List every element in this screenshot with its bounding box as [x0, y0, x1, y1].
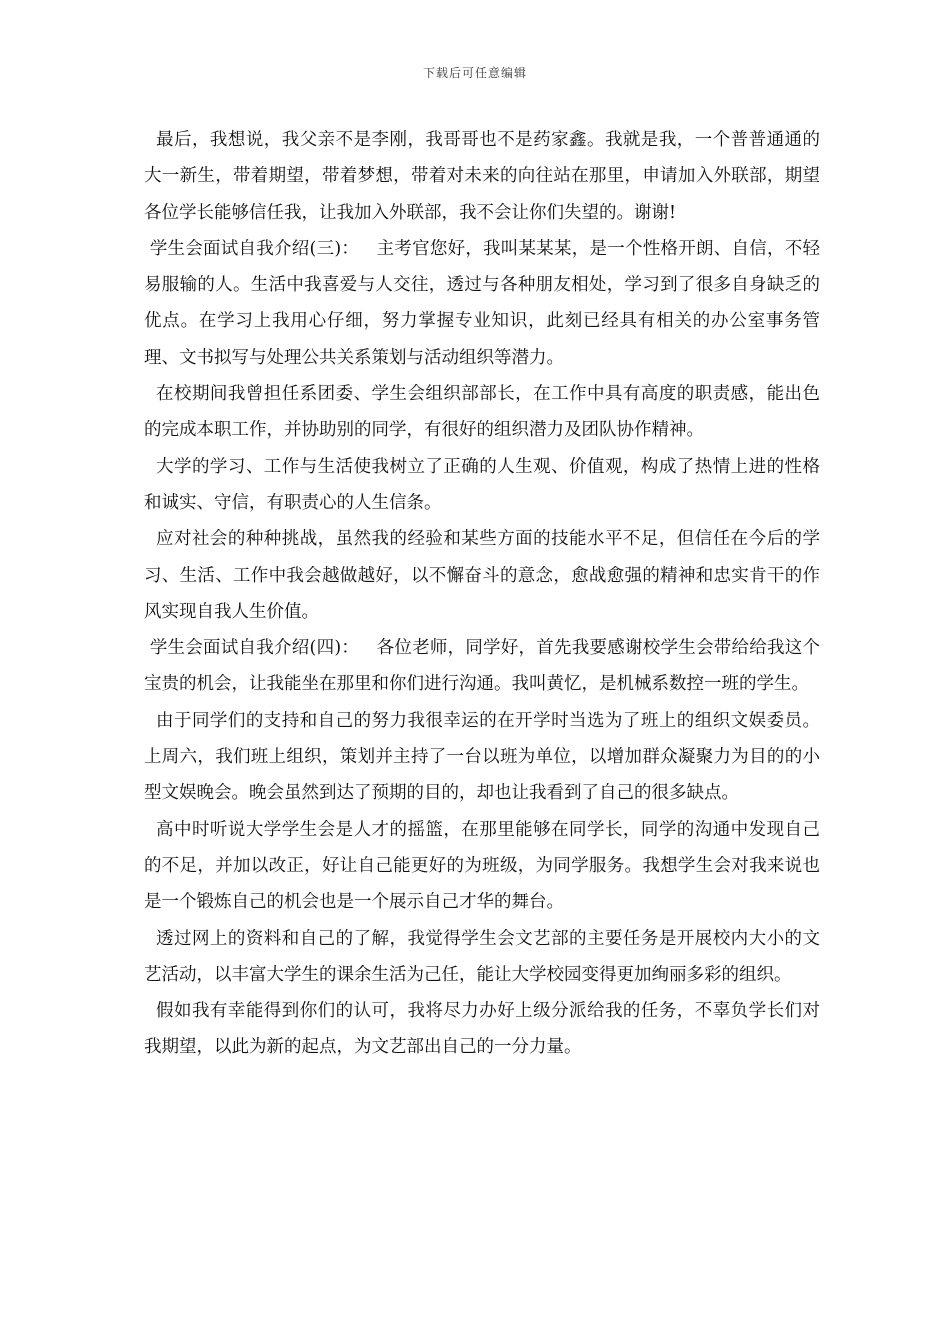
paragraph: 高中时听说大学学生会是人才的摇篮，在那里能够在同学长，同学的沟通中发现自己的不足，并加以改正，好让自己能更好的为班级，为同学服务。我想学生会对我来说也是一个锻炼自己的机会也是一个展示自己才华的舞台。 — [144, 819, 820, 913]
paragraph: 应对社会的种种挑战，虽然我的经验和某些方面的技能水平不足，但信任在今后的学习、生活、工作中我会越做越好，以不懈奋斗的意念，愈战愈强的精神和忠实肯干的作风实现自我人生价值。 — [144, 529, 820, 622]
page-header: 下载后可任意编辑 — [422, 66, 527, 80]
document-body — [144, 122, 820, 1066]
paragraph: 大学的学习、工作与生活使我树立了正确的人生观、价值观，构成了热情上进的性格和诚实、守信，有职责心的人生信条。 — [144, 456, 820, 513]
paragraph: 在校期间我曾担任系团委、学生会组织部部长，在工作中具有高度的职责感，能出色的完成本职工作，并协助别的同学，有很好的组织潜力及团队协作精神。 — [144, 384, 820, 441]
paragraph: 透过网上的资料和自己的了解，我觉得学生会文艺部的主要任务是开展校内大小的文艺活动，以丰富大学生的课余生活为己任，能让大学校园变得更加绚丽多彩的组织。 — [144, 928, 820, 985]
paragraph: 假如我有幸能得到你们的认可，我将尽力办好上级分派给我的任务，不辜负学长们对我期望，以此为新的起点，为文艺部出自己的一分力量。 — [144, 1001, 820, 1058]
paragraph: 由于同学们的支持和自己的努力我很幸运的在开学时当选为了班上的组织文娱委员。上周六，我们班上组织，策划并主持了一台以班为单位，以增加群众凝聚力为目的的小型文娱晚会。晚会虽然到达了预期的目的，却也让我看到了自己的很多缺点。 — [144, 710, 820, 804]
paragraph: 学生会面试自我介绍(四)： 各位老师，同学好，首先我要感谢校学生会带给给我这个宝贵的机会，让我能坐在那里和你们进行沟通。我叫黄忆，是机械系数控一班的学生。 — [144, 638, 820, 695]
paragraph: 最后，我想说，我父亲不是李刚，我哥哥也不是药家鑫。我就是我，一个普普通通的大一新生，带着期望，带着梦想，带着对未来的向往站在那里，申请加入外联部，期望各位学长能够信任我，让我加入外联部，我不会让你们失望的。谢谢! — [144, 130, 820, 223]
paragraph: 学生会面试自我介绍(三)： 主考官您好，我叫某某某，是一个性格开朗、自信，不轻易服输的人。生活中我喜爱与人交往，透过与各种朋友相处，学习到了很多自身缺乏的优点。在学习上我用心仔细，努力掌握专业知识，此刻已经具有相关的办公室事务管理、文书拟写与处理公共关系策划与活动组织等潜力。 — [144, 238, 820, 368]
